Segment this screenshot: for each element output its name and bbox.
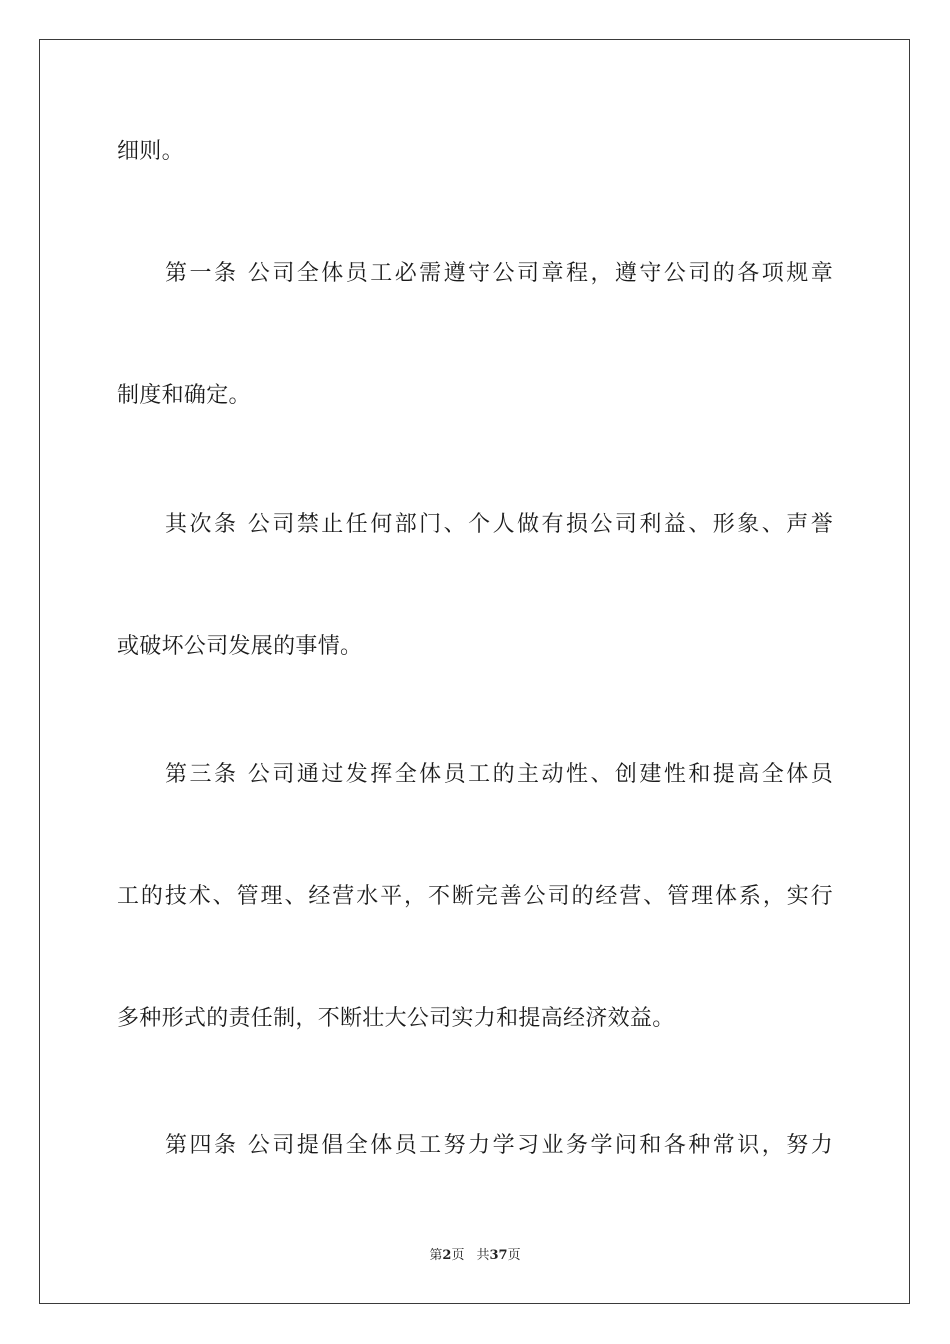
paragraph-line: 多种形式的责任制，不断壮大公司实力和提高经济效益。 [117,1006,675,1031]
total-prefix: 共 [476,1248,490,1263]
paragraph-line: 第一条 公司全体员工必需遵守公司章程，遵守公司的各项规章 [165,261,833,286]
paragraph-line: 第四条 公司提倡全体员工努力学习业务学问和各种常识，努力 [165,1133,833,1158]
paragraph-line: 细则。 [117,139,184,164]
page-suffix: 页 [451,1248,465,1263]
page-number: 2 [442,1248,452,1263]
paragraph-line: 制度和确定。 [117,383,251,408]
page-prefix: 第 [429,1248,443,1263]
page-footer [0,1247,950,1265]
paragraph-line: 第三条 公司通过发挥全体员工的主动性、创建性和提高全体员 [165,762,833,787]
paragraph-line: 或破坏公司发展的事情。 [117,634,363,659]
paragraph-line: 其次条 公司禁止任何部门、个人做有损公司利益、形象、声誉 [165,512,833,537]
page-border [39,39,910,1304]
total-suffix: 页 [507,1248,521,1263]
total-pages: 37 [489,1248,508,1263]
paragraph-line: 工的技术、管理、经营水平，不断完善公司的经营、管理体系，实行 [117,884,833,909]
